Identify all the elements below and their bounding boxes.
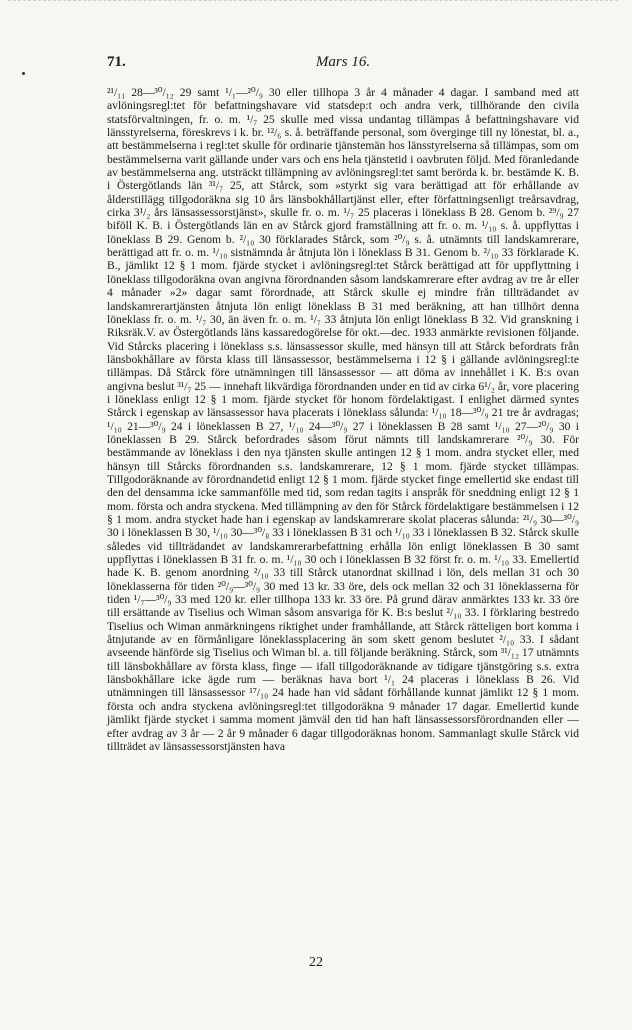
page-number: 22 (309, 955, 323, 970)
body-paragraph: ²¹/₁₁ 28—³⁰/₁₂ 29 samt ¹/₁—²⁰/₉ 30 eller tillhopa 3 år 4 månader 4 dagar. I samband med att avlöningsregl:tet för befattningshavare vid statsdep:t och andra verk, tillhörande den civila statsförvaltningen, fr. o. m. ¹/₇ 25 skulle med vissa undantag tillämpas å befattningshavare vid länsstyrelserna, föreskrevs i k. br. ¹²/₆ s. å. beträffande personal, som överginge till ny lönestat, bl. a., att bestämmelserna i regl:tet skulle för ordinarie tjänstemän hos länsstyrelserna så tillämpas, som om bestämmelserna varit gällande under vars och ens hela tjänstetid i oavbruten följd. Med föranledande av bestämmelserna ang. utsträckt tillämpning av avlöningsregl:tet samt berörda k. br. bestämde K. B. i Östergötlands län ³¹/₇ 25, att Stårck, som »styrkt sig vara berättigad att för erhållande av ålderstillägg tillgodoräkna sig 10 års länsbokhållartjänst eller, efter författningsenligt treårsavdrag, cirka 3¹/₂ års länsassessorstjänst», skulle fr. o. m. ¹/₇ 25 placeras i löneklass B 28. Genom b. ²⁹/₉ 27 biföll K. B. i Östergötlands län en av Stårck gjord framställning att fr. o. m. ¹/₁₀ s. å. uppflyttas i löneklass B 29. Genom b. ²/₁₀ 30 förklarades Stårck, som ²⁰/₉ s. å. utnämnts till landskamrerare, berättigad att fr. o. m. ¹/₁₀ sistnämnda år åtnjuta lön i löneklass B 31. Genom b. ²/₁₀ 33 förklarade K. B., jämlikt 12 § 1 mom. fjärde stycket i avlöningsregl:tet Stårck berättigad att för uppflyttning i löneklass tillgodoräkna ovan angivna förordnanden såsom landskamrerare efter avdrag av tre år eller 4 månader »2» dagar samt förordnade, att Stårck skulle ej mindre från tillträdandet av landskamrerartjänsten åtnjuta lön enligt löneklass B 31 med beräkning, att han tillhört denna löneklass fr. o. m. ¹/₇ 30, än även fr. o. m. ¹/₇ 33 åtnjuta lön enligt löneklass B 32. Vid granskning i Riksräk.V. av Östergötlands läns kassaredogörelse för okt.—dec. 1933 anmärkte revisionen följande. Vid Stårcks placering i löneklass s.s. länsassessor skulle, med hänsyn till att Stårck befordrats från länsbokhållare av första klass till länsassessor, bestämmelserna i 12 § i gällande avlöningsregl:te tillämpas. Då Stårck före utnämningen till länsassessor — att döma av innehållet i K. B:s ovan angivna beslut ³¹/₇ 25 — innehaft likvärdiga förordnanden under en tid av cirka 6¹/₂ år, vore placering i löneklass enligt 12 § 1 mom. fjärde stycket för honom fördelaktigast. I enlighet därmed syntes Stårck i egenskap av länsassessor hava placerats i löneklass sålunda: ¹/₁₀ 18—³⁰/₉ 21 tre år avdragas; ¹/₁₀ 21—³⁰/₉ 24 i löneklassen B 27, ¹/₁₀ 24—³⁰/₉ 27 i löneklassen B 28 samt ¹/₁₀ 27—²⁰/₉ 30 i löneklassen B 29. Stårck befordrades såsom förut nämnts till landskamrerare ²⁰/₉ 30. För bestämmande av löneklass i den nya tjänsten skulle antingen 12 § 1 mom. andra stycket eller, med hänsyn till Stårcks förordnanden s.s. landskamrerare, 12 § 1 mom. fjärde stycket tillämpas. Tillgodoräknande av förordnandetid enligt 12 § 1 mom. fjärde stycket finge emellertid ske endast till den del densamma icke sammanfölle med tid, som redan tagits i anspråk för sneddning enligt 12 § 1 mom. första och andra styckena. Med tillämpning av den för Stårck fördelaktigare bestämmelsen i 12 § 1 mom. andra stycket hade han i egenskap av landskamrerare skolat placeras sålunda: ²¹/₉ 30—³⁰/₉ 30 i löneklassen B 30, ¹/₁₀ 30—³⁰/₈ 33 i löneklassen B 31 och ¹/₁₀ 33 i löneklassen B 32. Stårck skulle således vid tillträdandet av landskamrerarbefattning erhålla lön enligt löneklassen B 30 samt uppflyttas i löneklassen B 31 fr. o. m. ¹/₁₀ 30 och i löneklassen B 32 först fr. o. m. ¹/₁₀ 33. Emellertid hade K. B. genom anordning ²/₁₀ 33 till Stårck utanordnat skillnad i lön, dels mellan 31 och 30 löneklasserna för tiden ²⁰/₉—³⁰/₉ 30 med 13 kr. 33 öre, dels ock mellan 32 och 31 löneklasserna för tiden ¹/₇—³⁰/₉ 33 med 120 kr. eller tillhopa 133 kr. 33 öre. På grund därav anmärktes 133 kr. 33 öre till ersättande av Tiselius och Wiman såsom ansvariga för K. B:s beslut ²/₁₀ 33. I förklaring bestredo Tiselius och Wiman anmärkningens riktighet under framhållande, att Stårck rätteligen bort komma i åtnjutande av en förmånligare löneklassplacering än som skett genom beslutet ²/₁₀ 33. I sådant avseende hänförde sig Tiselius och Wiman bl. a. till följande beräkning. Stårck, som ³¹/₁₂ 17 utnämnts till länsbokhållare av första klass, finge — ifall tillgodoräknande av tidigare tjänstgöring s.s. extra länsbokhållare icke ägde rum — beräknas hava bort ¹/₁ 24 placeras i löneklass B 26. Vid utnämningen till länsassessor ¹⁷/₁₀ 24 hade han vid sådant förhållande kunnat jämlikt 12 § 1 mom. första och andra styckena avlöningsregl:tet tillgodoräkna 9 månader 17 dagar. Emellertid kunde jämlikt fjärde stycket i samma moment jämväl den tid han haft länsassessorsförordnanden eller — efter avdrag av 3 år — 2 år 9 månader 6 dagar tillgodoräknas honom. Sammanlagt skulle Stårck vid tillträdet av länsassessorstjänsten hava (107, 86, 579, 753)
margin-dot (22, 72, 25, 75)
top-edge-dashes (8, 0, 618, 11)
page-header (107, 54, 579, 74)
running-head: Mars 16. (315, 54, 371, 70)
folio-number: 71. (107, 54, 126, 70)
body-text-block (107, 86, 579, 753)
